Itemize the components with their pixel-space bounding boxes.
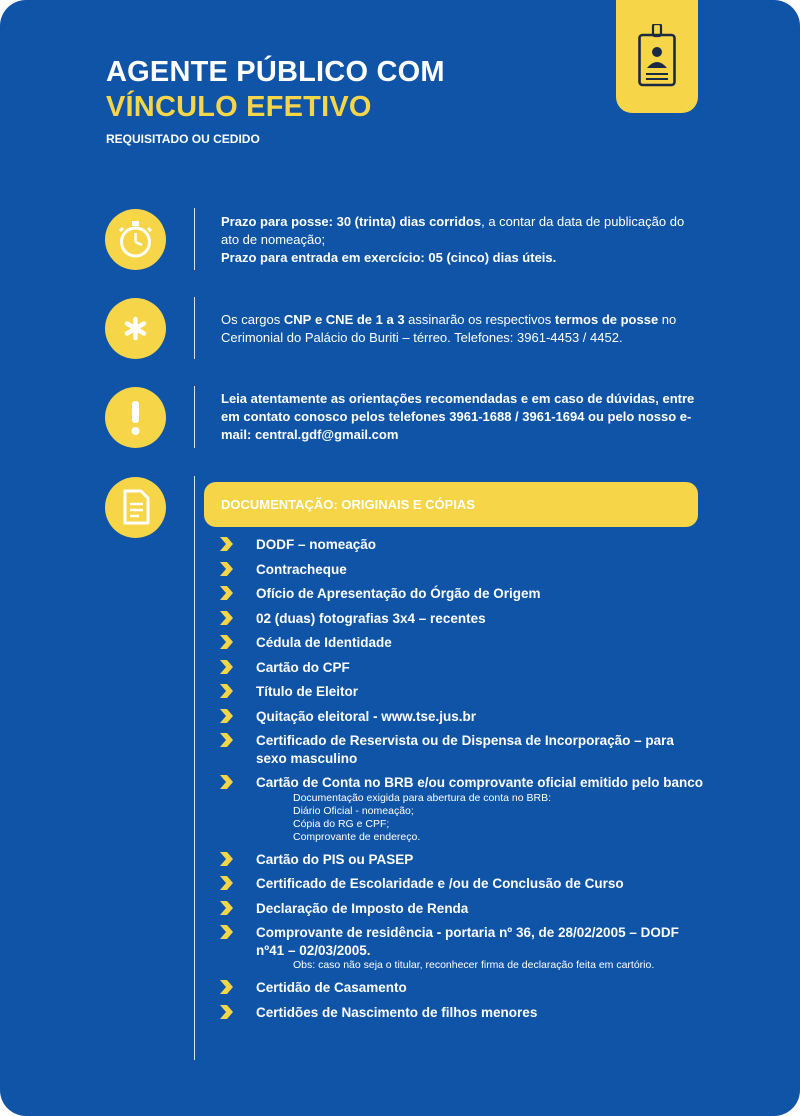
list-item-notes (256, 792, 708, 844)
list-item-label: Certidões de Nascimento de filhos menores (256, 1004, 538, 1020)
list-item (218, 774, 708, 844)
list-item-label: Cédula de Identidade (256, 635, 392, 650)
divider-line (194, 208, 195, 270)
list-item (218, 979, 708, 997)
list-item (218, 875, 708, 893)
list-item (218, 585, 708, 603)
list-item-label: Contracheque (256, 561, 347, 577)
list-item (218, 900, 708, 918)
list-item (218, 732, 708, 767)
list-item (218, 610, 708, 628)
page-subtitle: REQUISITADO OU CEDIDO (106, 132, 260, 146)
note-line: Comprovante de endereço. (293, 830, 421, 843)
documents-header-label: DOCUMENTAÇÃO: ORIGINAIS E CÓPIAS (221, 497, 475, 512)
deadline-info: Prazo para posse: 30 (trinta) dias corridos, a contar da data de publicação do ato de nomeação; Prazo para entrada em exercício: 05 (cinco) dias úteis. (221, 214, 685, 265)
chevron-right-icon (218, 561, 234, 582)
list-item-label: Quitação eleitoral - www.tse.jus.br (256, 708, 477, 724)
chevron-right-icon (218, 659, 234, 680)
chevron-right-icon (218, 683, 234, 704)
chevron-right-icon (218, 900, 234, 921)
list-item (218, 634, 708, 652)
note-line: Diário Oficial - nomeação; (293, 804, 414, 817)
note-line: Cópia do RG e CPF; (293, 817, 390, 830)
list-item-label: DODF – nomeação (256, 537, 377, 552)
list-item-notes (256, 959, 708, 972)
chevron-right-icon (218, 924, 234, 945)
documents-header (204, 482, 698, 527)
list-item-label: Declaração de Imposto de Renda (256, 900, 469, 916)
chevron-right-icon (218, 774, 234, 795)
exclamation-icon (105, 387, 166, 448)
page-title-line1: AGENTE PÚBLICO COM (106, 56, 445, 88)
page-title-line2: VÍNCULO EFETIVO (106, 91, 372, 123)
list-item-label: Cartão do PIS ou PASEP (256, 851, 414, 867)
list-item (218, 659, 708, 677)
divider-line (194, 476, 195, 1060)
list-item (218, 561, 708, 579)
chevron-right-icon (218, 851, 234, 872)
asterisk-icon (105, 298, 166, 359)
list-item-label: Comprovante de residência - portaria nº 36, de 28/02/2005 – DODF nº41 – 02/03/2005. (256, 925, 679, 958)
stopwatch-icon (105, 209, 166, 270)
list-item (218, 851, 708, 869)
list-item (218, 708, 708, 726)
stopwatch-circle (105, 209, 166, 270)
list-item-label: Cartão do CPF (256, 659, 350, 675)
chevron-right-icon (218, 875, 234, 896)
list-item-label: Certidão de Casamento (256, 980, 407, 995)
divider-line (194, 386, 195, 448)
documents-list (218, 536, 708, 1028)
list-item (218, 683, 708, 701)
chevron-right-icon (218, 585, 234, 606)
chevron-right-icon (218, 1004, 234, 1025)
asterisk-circle (105, 298, 166, 359)
list-item (218, 924, 708, 972)
posse-info: Os cargos CNP e CNE de 1 a 3 assinarão os respectivos termos de posse no Cerimonial do Palácio do Buriti – térreo. Telefones: 3961-4453 / 4452. (221, 312, 677, 345)
chevron-right-icon (218, 708, 234, 729)
document-icon (105, 477, 166, 538)
chevron-right-icon (218, 536, 234, 557)
note-line: Obs: caso não seja o titular, reconhecer firma de declaração feita em cartório. (293, 959, 655, 971)
badge-tab (616, 0, 698, 113)
chevron-right-icon (218, 979, 234, 1000)
chevron-right-icon (218, 732, 234, 753)
contact-info: Leia atentamente as orientações recomendadas e em caso de dúvidas, entre em contato conosco pelos telefones 3961-1688 / 3961-1694 ou pelo nosso e-mail: central.gdf@gmail.com (221, 391, 695, 442)
note-line: Documentação exigida para abertura de conta no BRB: (293, 791, 551, 804)
list-item-label: Certificado de Reservista ou de Dispensa de Incorporação – para sexo masculino (256, 733, 674, 766)
list-item (218, 536, 708, 554)
chevron-right-icon (218, 610, 234, 631)
exclamation-circle (105, 387, 166, 448)
list-item-label: Certificado de Escolaridade e /ou de Conclusão de Curso (256, 876, 624, 891)
id-badge-icon (638, 24, 676, 88)
list-item-label: Cartão de Conta no BRB e/ou comprovante oficial emitido pelo banco (256, 775, 704, 790)
chevron-right-icon (218, 634, 234, 655)
list-item-label: 02 (duas) fotografias 3x4 – recentes (256, 610, 486, 626)
list-item (218, 1004, 708, 1022)
list-item-label: Título de Eleitor (256, 684, 359, 699)
divider-line (194, 297, 195, 359)
list-item-label: Ofício de Apresentação do Órgão de Origem (256, 586, 541, 601)
document-circle (105, 477, 166, 538)
